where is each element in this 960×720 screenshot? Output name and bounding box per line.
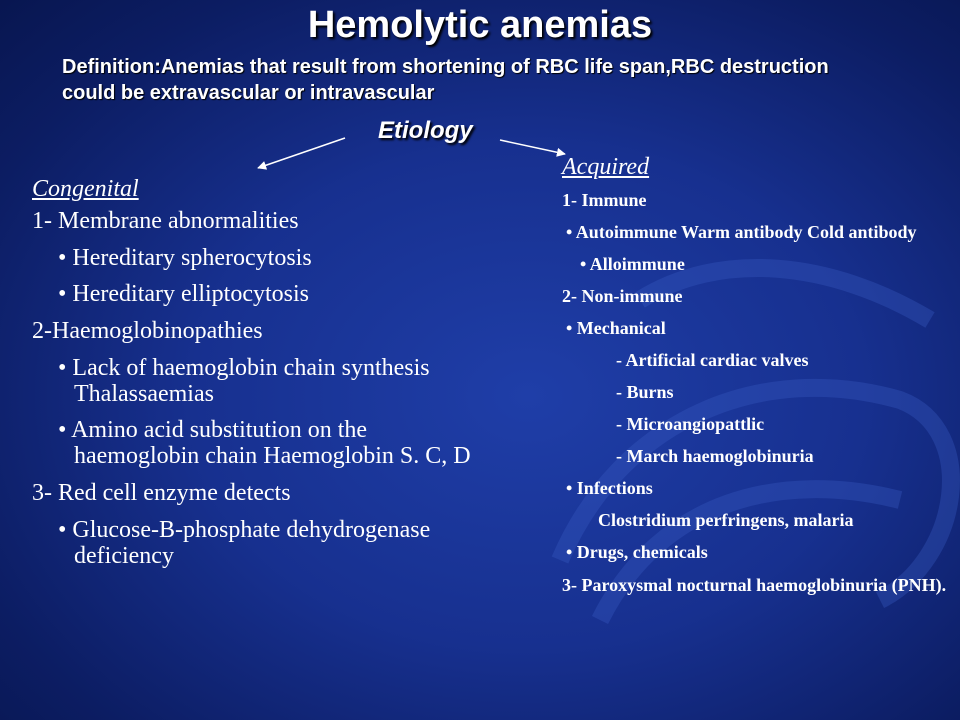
list-item: 1- Membrane abnormalities	[32, 208, 299, 234]
list-item: 1- Immune	[562, 190, 647, 210]
slide-title: Hemolytic anemias	[307, 4, 653, 46]
list-item: - Artificial cardiac valves	[616, 350, 809, 370]
list-item: • Lack of haemoglobin chain synthesis Thalassaemias	[58, 355, 430, 407]
congenital-heading: Congenital	[32, 176, 139, 202]
list-item: • Mechanical	[566, 318, 666, 338]
list-item: • Amino acid substitution on the haemoglobin chain Haemoglobin S. C, D	[58, 417, 471, 469]
list-item: • Drugs, chemicals	[566, 542, 708, 562]
list-item: 3- Paroxysmal nocturnal haemoglobinuria (PNH).	[562, 575, 947, 595]
list-item: Clostridium perfringens, malaria	[598, 510, 854, 530]
congenital-column	[32, 176, 492, 579]
list-item: - Burns	[616, 382, 674, 402]
list-item: • Alloimmune	[580, 254, 685, 274]
list-item: • Hereditary elliptocytosis	[58, 281, 310, 307]
list-item: • Infections	[566, 478, 653, 498]
list-item: - March haemoglobinuria	[616, 446, 814, 466]
list-item: • Autoimmune Warm antibody Cold antibody	[566, 222, 917, 242]
acquired-list	[562, 189, 952, 597]
definition-text: Definition:Anemias that result from shortening of RBC life span,RBC destruction could be extravascular or intravascular	[62, 56, 829, 104]
congenital-list	[32, 207, 492, 569]
list-item: • Hereditary spherocytosis	[58, 245, 312, 271]
list-item: 2- Non-immune	[562, 286, 683, 306]
arrow-to-congenital	[258, 138, 345, 168]
list-item: 2-Haemoglobinopathies	[32, 318, 263, 344]
arrow-to-acquired	[500, 140, 565, 154]
list-item: 3- Red cell enzyme detects	[32, 480, 291, 506]
acquired-heading: Acquired	[562, 154, 650, 180]
list-item: - Microangiopattlic	[616, 414, 765, 434]
list-item: • Glucose-B-phosphate dehydrogenase deficiency	[58, 517, 431, 569]
acquired-column	[562, 154, 952, 607]
etiology-heading: Etiology	[378, 117, 473, 144]
